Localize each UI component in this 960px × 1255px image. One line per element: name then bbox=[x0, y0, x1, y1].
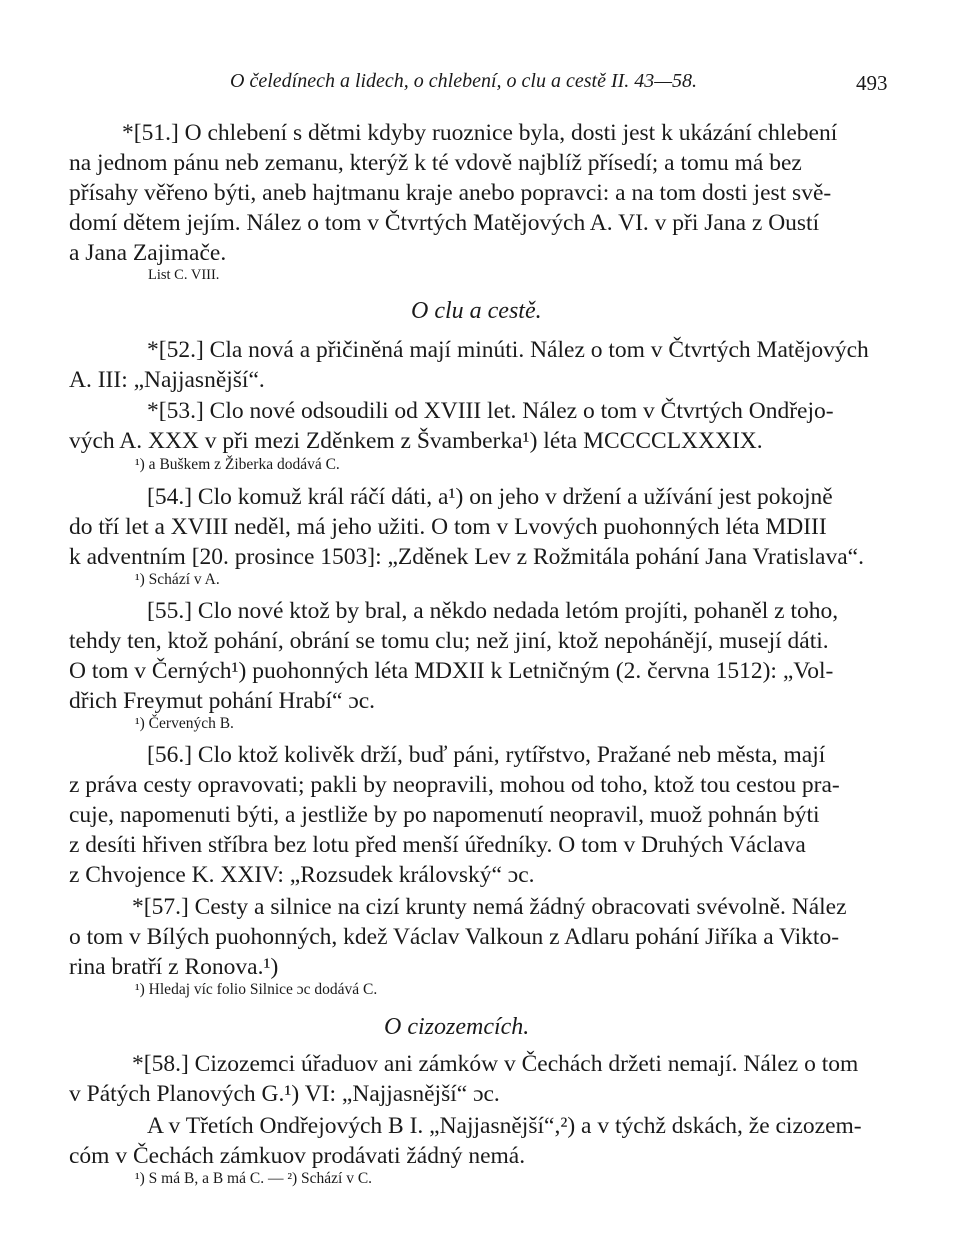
paragraph-54-line-1: [54.] Clo komuž král ráčí dáti, a¹) on jeho v držení a užívání jest pokojně bbox=[147, 484, 833, 510]
paragraph-58-line-1: *[58.] Cizozemci úřaduov ani zámków v Čechách držeti nemají. Nález o tom bbox=[132, 1051, 859, 1077]
paragraph-57-line-1: *[57.] Cesty a silnice na cizí krunty nemá žádný obracovati svévolně. Nález bbox=[132, 894, 847, 920]
paragraph-58b-line-2: cóm v Čechách zámkuov prodávati žádný nemá. bbox=[69, 1143, 526, 1169]
paragraph-57-line-2: o tom v Bílých puohonných, kdež Václav Valkoun z Adlaru pohání Jiříka a Vikto- bbox=[69, 924, 840, 950]
paragraph-55-line-4: dřich Freymut pohání Hrabí“ ɔc. bbox=[69, 688, 376, 714]
paragraph-51-line-2: na jednom pánu neb zemanu, kterýž k té vdově najblíž přísedí; a tomu má bez bbox=[69, 150, 802, 176]
footnote: ¹) a Buškem z Žiberka dodává C. bbox=[135, 456, 340, 473]
page-number: 493 bbox=[856, 71, 888, 95]
paragraph-56-line-5: z Chvojence K. XXIV: „Rozsudek královský“ ɔc. bbox=[69, 862, 535, 888]
paragraph-55-line-2: tehdy ten, ktož pohání, obrání se tomu clu; než jiní, ktož nepohánějí, musejí dáti. bbox=[69, 628, 829, 654]
paragraph-55-line-1: [55.] Clo nové ktož by bral, a někdo nedada letóm projíti, pohaněl z toho, bbox=[147, 598, 839, 624]
marginal-note: List C. VIII. bbox=[148, 267, 220, 283]
paragraph-51-line-3: přísahy věřeno býti, aneb hajtmanu kraje anebo popravci: a na tom dosti jest svě- bbox=[69, 180, 832, 206]
footnote: ¹) Hledaj víc folio Silnice ɔc dodává C. bbox=[135, 981, 378, 998]
footnote: ¹) Schází v A. bbox=[135, 571, 220, 588]
paragraph-57-line-3: rina bratří z Ronova.¹) bbox=[69, 954, 279, 980]
paragraph-51-line-5: a Jana Zajimače. bbox=[69, 240, 227, 266]
paragraph-51-line-4: domí dětem jejím. Nález o tom v Čtvrtých Matějových A. VI. v při Jana z Oustí bbox=[69, 210, 820, 236]
footnote: ¹) S má B, a B má C. — ²) Schází v C. bbox=[135, 1170, 373, 1187]
paragraph-53-line-1: *[53.] Clo nové odsoudili od XVIII let. Nález o tom v Čtvrtých Ondřejo- bbox=[147, 398, 834, 424]
paragraph-52-line-2: A. III: „Najjasnější“. bbox=[69, 367, 265, 393]
section-heading: O cizozemcích. bbox=[384, 1014, 530, 1040]
paragraph-56-line-2: z práva cesty opravovati; pakli by neopravili, mohou od toho, ktož tou cestou pra- bbox=[69, 772, 840, 798]
paragraph-56-line-1: [56.] Clo ktož kolivěk drží, buď páni, rytířstvo, Pražané neb města, mají bbox=[147, 742, 826, 768]
section-heading: O clu a cestě. bbox=[411, 298, 542, 324]
paragraph-52-line-1: *[52.] Cla nová a přičiněná mají minúti. Nález o tom v Čtvrtých Matějových bbox=[147, 337, 869, 363]
paragraph-53-line-2: vých A. XXX v při mezi Zděnkem z Švamberka¹) léta MCCCCLXXXIX. bbox=[69, 428, 763, 454]
paragraph-54-line-2: do tří let a XVIII neděl, má jeho užiti. O tom v Lvových puohonných léta MDIII bbox=[69, 514, 827, 540]
paragraph-55-line-3: O tom v Černých¹) puohonných léta MDXII k Letničným (2. června 1512): „Vol- bbox=[69, 658, 834, 684]
running-title: O čeledínech a lidech, o chlebení, o clu a cestě II. 43—58. bbox=[230, 70, 698, 92]
text-segment: *[51.] O chlebení s dětmi kdyby ruoznice byla, dosti jest k ukázání chlebení bbox=[122, 120, 838, 146]
paragraph-51-line-1 bbox=[122, 118, 892, 148]
footnote: ¹) Červených B. bbox=[135, 715, 234, 732]
paragraph-58b-line-1: A v Třetích Ondřejových B I. „Najjasnější“,²) a v týchž dskách, že cizozem- bbox=[147, 1113, 862, 1139]
paragraph-56-line-4: z desíti hřiven stříbra bez lotu před menší úředníky. O tom v Druhých Václava bbox=[69, 832, 806, 858]
paragraph-54-line-3: k adventním [20. prosince 1503]: „Zděnek Lev z Rožmitála pohání Jana Vratislava“. bbox=[69, 544, 864, 570]
paragraph-58-line-2: v Pátých Planových G.¹) VI: „Najjasnější“ ɔc. bbox=[69, 1081, 500, 1107]
paragraph-56-line-3: cuje, napomenuti býti, a jestliže by po napomenutí neopravil, muož pohnán býti bbox=[69, 802, 820, 828]
